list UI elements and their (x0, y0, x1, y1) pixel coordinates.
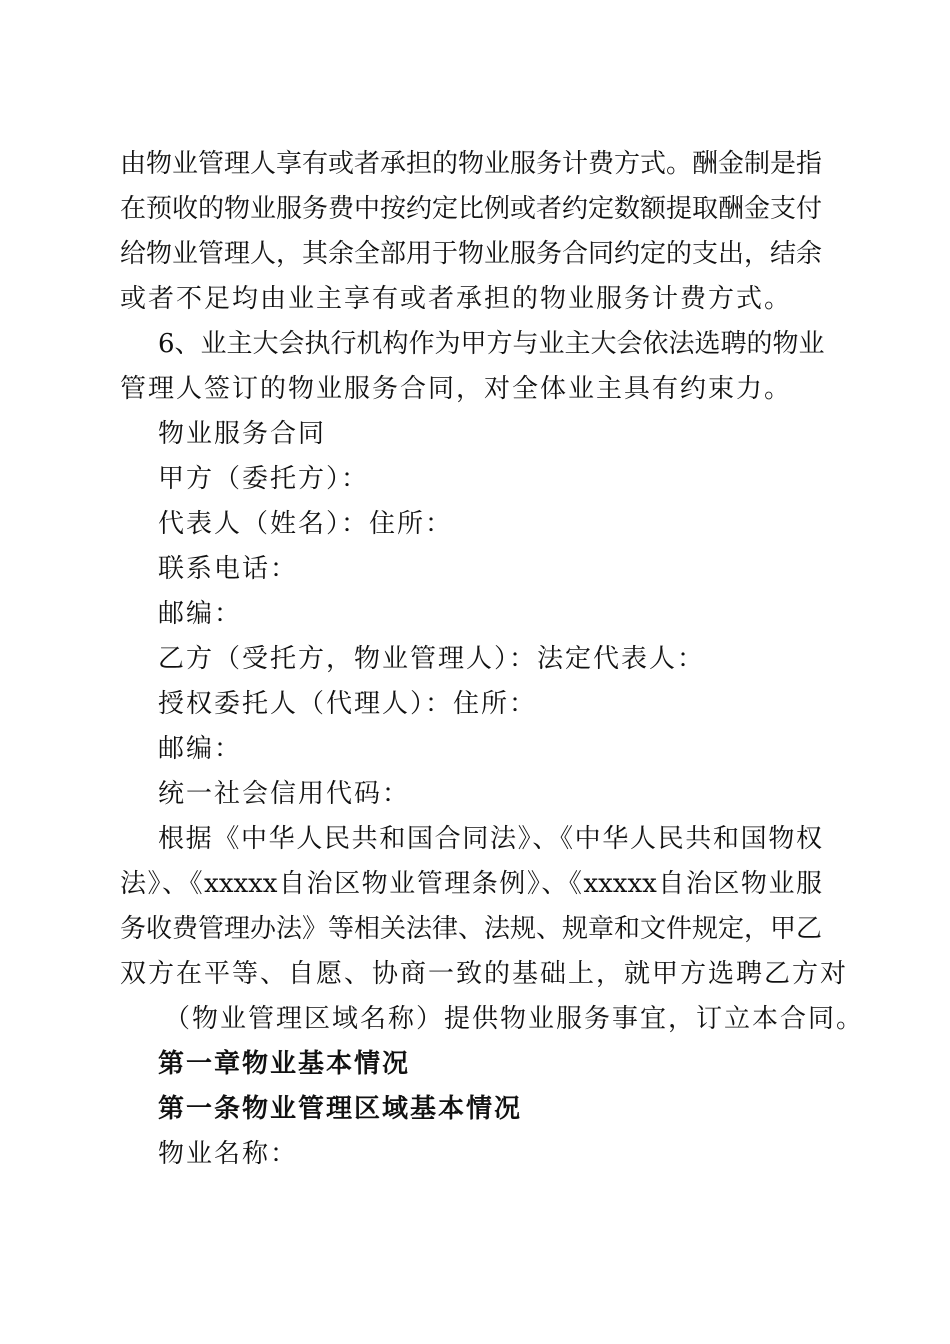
paragraph-line: 法》、《xxxxx自治区物业管理条例》、《xxxxx自治区物业服 (120, 869, 822, 899)
phone-label: 联系电话： (158, 554, 299, 584)
paragraph-line: 由物业管理人享有或者承担的物业服务计费方式。酬金制是指 (120, 149, 823, 179)
party-a-label: 甲方（委托方）： (158, 464, 370, 494)
property-name-label: 物业名称： (158, 1139, 299, 1169)
paragraph-line: 6、业主大会执行机构作为甲方与业主大会依法选聘的物业 (158, 329, 825, 359)
representative-address-label: 代表人（姓名）：住所： (158, 509, 454, 539)
paragraph-line: 在预收的物业服务费中按约定比例或者约定数额提取酬金支付 (120, 194, 823, 224)
postcode-label: 邮编： (158, 599, 243, 629)
paragraph-line: 双方在平等、自愿、协商一致的基础上，就甲方选聘乙方对 (120, 959, 849, 989)
paragraph-line: 根据《中华人民共和国合同法》、《中华人民共和国物权 (158, 824, 822, 854)
contract-title: 物业服务合同 (158, 419, 327, 449)
article-heading: 第一条物业管理区域基本情况 (158, 1094, 523, 1124)
paragraph-line: 或者不足均由业主享有或者承担的物业服务计费方式。 (120, 284, 793, 314)
postcode-label: 邮编： (158, 734, 243, 764)
authorized-agent-label: 授权委托人（代理人）：住所： (158, 689, 538, 719)
paragraph-line: 管理人签订的物业服务合同，对全体业主具有约束力。 (120, 374, 793, 404)
party-b-label: 乙方（受托方，物业管理人）：法定代表人： (158, 644, 706, 674)
credit-code-label: 统一社会信用代码： (158, 779, 411, 809)
paragraph-line: 务收费管理办法》等相关法律、法规、规章和文件规定，甲乙 (120, 914, 823, 944)
paragraph-line: （物业管理区域名称）提供物业服务事宜，订立本合同。 (164, 1004, 865, 1034)
chapter-heading: 第一章物业基本情况 (158, 1049, 411, 1079)
paragraph-line: 给物业管理人，其余全部用于物业服务合同约定的支出，结余 (120, 239, 823, 269)
